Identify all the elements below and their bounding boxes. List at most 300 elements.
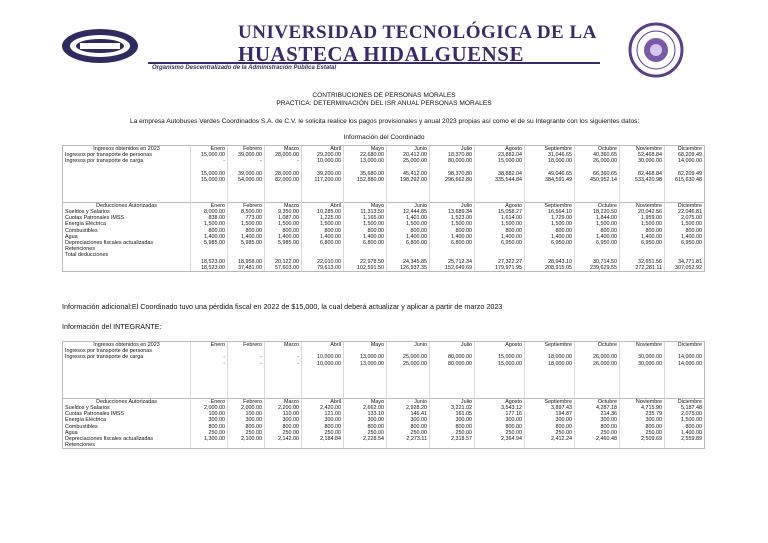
value-cell: 39,200.00	[302, 171, 344, 177]
month-header: Septiembre	[525, 342, 575, 349]
month-header-row	[63, 202, 705, 209]
value-cell: 14,000.00	[665, 158, 705, 164]
empty-cell	[63, 392, 191, 399]
value-cell: 28,943.10	[525, 259, 575, 265]
value-cell: 800.00	[620, 228, 665, 234]
month-header: Octubre	[575, 146, 620, 153]
value-cell	[430, 442, 475, 449]
value-cell: 1,500.00	[387, 221, 430, 227]
value-cell: 6,950.00	[575, 240, 620, 246]
value-cell: -	[191, 158, 228, 164]
month-header: Abril	[302, 398, 344, 405]
value-cell	[228, 442, 265, 449]
value-cell: 250.00	[302, 430, 344, 436]
value-cell: 2,318.57	[430, 436, 475, 442]
income-header: Ingresos obtenidos en 2023	[63, 146, 191, 153]
value-cell: 79,613.00	[302, 265, 344, 272]
value-cell: 13,000.00	[344, 158, 387, 164]
month-header: Febrero	[228, 342, 265, 349]
value-cell: 32,651.56	[620, 259, 665, 265]
deductions-header: Deducciones Autorizadas	[63, 202, 191, 209]
value-cell: 1,400.00	[302, 234, 344, 240]
value-cell: 28,000.00	[265, 171, 302, 177]
empty-cell	[265, 392, 302, 399]
value-cell: 300.00	[344, 417, 387, 423]
value-cell: 1,500.00	[344, 221, 387, 227]
month-header-row	[63, 146, 705, 153]
value-cell: 800.00	[228, 424, 265, 430]
value-cell: -	[191, 361, 228, 367]
deductions-header: Deducciones Autorizadas	[63, 398, 191, 405]
value-cell	[475, 442, 525, 449]
value-cell: 250.00	[430, 430, 475, 436]
value-cell: 1,400.00	[525, 234, 575, 240]
value-cell: 250.00	[525, 430, 575, 436]
value-cell: 9,350.00	[265, 209, 302, 215]
value-cell: 15,000.00	[191, 152, 228, 158]
empty-cell	[575, 196, 620, 203]
row-label: Energía Eléctrica	[63, 417, 191, 423]
value-cell: 1,844.00	[575, 215, 620, 221]
value-cell: 1,500.00	[665, 221, 705, 227]
value-cell	[665, 442, 705, 449]
value-cell: 533,420.98	[620, 177, 665, 183]
value-cell: 15,000.00	[191, 171, 228, 177]
month-header: Marzo	[265, 398, 302, 405]
value-cell: 25,000.00	[387, 354, 430, 360]
empty-cell	[665, 196, 705, 203]
value-cell: 800.00	[387, 424, 430, 430]
value-cell: 615,630.48	[665, 177, 705, 183]
value-cell: 68,209.49	[665, 152, 705, 158]
value-cell: 31,046.65	[525, 152, 575, 158]
value-cell: 800.00	[430, 228, 475, 234]
value-cell: 1,225.00	[302, 215, 344, 221]
value-cell: 12,444.85	[387, 209, 430, 215]
value-cell: 250.00	[575, 430, 620, 436]
value-cell: 6,950.00	[475, 240, 525, 246]
income-header: Ingresos obtenidos en 2023	[63, 342, 191, 349]
value-cell: 22,010.00	[302, 259, 344, 265]
value-cell: 1,400.00	[265, 234, 302, 240]
value-cell: 300.00	[387, 417, 430, 423]
value-cell: 335,544.84	[475, 177, 525, 183]
value-cell: 18,523.00	[191, 259, 228, 265]
month-header: Octubre	[575, 398, 620, 405]
row-label: Sueldos y Salarios	[63, 405, 191, 411]
value-cell: 2,075.00	[665, 215, 705, 221]
value-cell: 22,680.00	[344, 152, 387, 158]
value-cell: 177.16	[475, 411, 525, 417]
value-cell: 3,897.43	[525, 405, 575, 411]
row-label: Ingresos por transporte de carga	[63, 354, 191, 360]
value-cell: 300.00	[228, 417, 265, 423]
intro-text: La empresa Autobuses Verdes Coordinados S.A. de C.V. le solicita realice los pagos provisionales y anual 2023 propias así como el de su Integrante con los siguientes datos:	[130, 118, 640, 125]
value-cell: 11,313.50	[344, 209, 387, 215]
value-cell: 1,500.00	[265, 221, 302, 227]
value-cell: 16,564.10	[525, 209, 575, 215]
value-cell: 1,300.00	[191, 436, 228, 442]
month-header: Marzo	[265, 202, 302, 209]
value-cell: 49,046.65	[525, 171, 575, 177]
month-header: Febrero	[228, 398, 265, 405]
value-cell: 1,500.00	[475, 221, 525, 227]
month-header: Junio	[387, 202, 430, 209]
value-cell: 272,281.11	[620, 265, 665, 272]
value-cell: 30,714.50	[575, 259, 620, 265]
empty-cell	[575, 392, 620, 399]
month-header: Junio	[387, 342, 430, 349]
value-cell: 800.00	[344, 424, 387, 430]
value-cell: 5,187.48	[665, 405, 705, 411]
month-header: Abril	[302, 342, 344, 349]
value-cell: 384,591.49	[525, 177, 575, 183]
value-cell: 24,345.85	[387, 259, 430, 265]
value-cell: 27,322.27	[475, 259, 525, 265]
value-cell: -	[228, 354, 265, 360]
value-cell	[525, 442, 575, 449]
value-cell: 152,880.00	[344, 177, 387, 183]
value-cell: 15,000.00	[475, 158, 525, 164]
value-cell: 1,400.00	[228, 234, 265, 240]
value-cell: 40,360.65	[575, 152, 620, 158]
value-cell: 4,715.90	[620, 405, 665, 411]
value-cell: 2,420.00	[302, 405, 344, 411]
value-cell: 6,950.00	[620, 240, 665, 246]
value-cell: 15,000.00	[191, 177, 228, 183]
value-cell: 38,882.04	[475, 171, 525, 177]
month-header: Agosto	[475, 398, 525, 405]
month-header: Abril	[302, 146, 344, 153]
value-cell: 161.05	[430, 411, 475, 417]
value-cell: 2,662.00	[344, 405, 387, 411]
value-cell: 1,729.00	[525, 215, 575, 221]
spacer-row	[63, 196, 705, 203]
university-name-line2: HUASTECA HIDALGUENSE	[238, 42, 524, 66]
value-cell: 235.79	[620, 411, 665, 417]
value-cell: 6,800.00	[430, 240, 475, 246]
month-header: Junio	[387, 398, 430, 405]
month-header: Noviembre	[620, 398, 665, 405]
value-cell: 838.00	[191, 215, 228, 221]
value-cell: 6,800.00	[344, 240, 387, 246]
value-cell: 800.00	[475, 228, 525, 234]
value-cell: 1,959.00	[620, 215, 665, 221]
value-cell	[344, 442, 387, 449]
value-cell: 13,689.34	[430, 209, 475, 215]
value-cell: 1,500.00	[665, 417, 705, 423]
value-cell: 208,915.05	[525, 265, 575, 272]
month-header: Mayo	[344, 202, 387, 209]
value-cell: 20,122.00	[265, 259, 302, 265]
row-label: Agua	[63, 234, 191, 240]
value-cell: 1,400.00	[620, 234, 665, 240]
value-cell: 100.00	[228, 411, 265, 417]
value-cell: 152,649.69	[430, 265, 475, 272]
value-cell: 773.00	[228, 215, 265, 221]
value-cell: 18,220.50	[575, 209, 620, 215]
integrante-table	[62, 341, 705, 449]
value-cell: 1,500.00	[228, 221, 265, 227]
value-cell: 300.00	[620, 417, 665, 423]
value-cell: 239,629.55	[575, 265, 620, 272]
value-cell: 29,200.00	[302, 152, 344, 158]
value-cell: 10,000.00	[302, 354, 344, 360]
value-cell: 2,142.00	[265, 436, 302, 442]
value-cell: 10,000.00	[302, 361, 344, 367]
empty-cell	[387, 196, 430, 203]
value-cell: 1,400.00	[191, 234, 228, 240]
coordinado-table	[62, 145, 705, 272]
value-cell: 15,000.00	[475, 354, 525, 360]
value-cell: 800.00	[387, 228, 430, 234]
row-label: Energía Eléctrica	[63, 221, 191, 227]
value-cell: 2,184.84	[302, 436, 344, 442]
month-header-row	[63, 398, 705, 405]
value-cell: 2,273.11	[387, 436, 430, 442]
value-cell: 39,000.00	[228, 171, 265, 177]
month-header: Febrero	[228, 202, 265, 209]
row-label: Cuotas Patronales IMSS	[63, 411, 191, 417]
row-label: Retenciones	[63, 442, 191, 449]
value-cell: 3,221.02	[430, 405, 475, 411]
value-cell: 1,500.00	[302, 221, 344, 227]
value-cell: 37,481.00	[228, 265, 265, 272]
month-header: Mayo	[344, 342, 387, 349]
month-header: Noviembre	[620, 146, 665, 153]
value-cell: 800.00	[191, 424, 228, 430]
value-cell: 1,523.00	[430, 215, 475, 221]
value-cell: 800.00	[191, 228, 228, 234]
empty-cell	[63, 196, 191, 203]
value-cell: 20,412.00	[387, 152, 430, 158]
empty-cell	[344, 196, 387, 203]
value-cell: 1,087.00	[265, 215, 302, 221]
value-cell: 8,500.00	[228, 209, 265, 215]
value-cell: 2,000.00	[191, 405, 228, 411]
value-cell: 2,509.69	[620, 436, 665, 442]
empty-cell	[302, 196, 344, 203]
month-header: Enero	[191, 202, 228, 209]
value-cell: 300.00	[575, 417, 620, 423]
value-cell: 15,000.00	[475, 361, 525, 367]
value-cell: 2,075.00	[665, 411, 705, 417]
value-cell: 1,400.00	[387, 234, 430, 240]
value-cell: 1,500.00	[620, 221, 665, 227]
month-header: Enero	[191, 398, 228, 405]
value-cell: 6,800.00	[302, 240, 344, 246]
value-cell	[575, 442, 620, 449]
row-label: Combustibles	[63, 228, 191, 234]
month-header: Octubre	[575, 342, 620, 349]
value-cell: 800.00	[620, 424, 665, 430]
value-cell: 82,000.00	[265, 177, 302, 183]
value-cell: 30,000.00	[620, 354, 665, 360]
value-cell: 800.00	[265, 424, 302, 430]
month-header: Mayo	[344, 146, 387, 153]
row-label	[63, 265, 191, 272]
value-cell: 6,950.00	[665, 240, 705, 246]
value-cell: 1,400.00	[430, 234, 475, 240]
value-cell: 214.36	[575, 411, 620, 417]
value-cell: 800.00	[302, 228, 344, 234]
value-cell: 800.00	[665, 228, 705, 234]
value-cell: 117,200.00	[302, 177, 344, 183]
value-cell: 800.00	[228, 228, 265, 234]
value-cell: 800.00	[302, 424, 344, 430]
hidalgo-seal-icon	[628, 22, 684, 78]
value-cell: 2,928.20	[387, 405, 430, 411]
value-cell: 1,165.00	[344, 215, 387, 221]
value-cell: 13,000.00	[344, 354, 387, 360]
row-label: Sueldos y Salarios	[63, 209, 191, 215]
month-header: Julio	[430, 398, 475, 405]
value-cell: -	[228, 361, 265, 367]
value-cell: -	[228, 158, 265, 164]
university-header	[60, 20, 700, 78]
value-cell: 1,500.00	[430, 221, 475, 227]
spacer-row	[63, 392, 705, 399]
month-header: Diciembre	[665, 202, 705, 209]
value-cell: 10,285.00	[302, 209, 344, 215]
empty-cell	[387, 392, 430, 399]
row-label: Combustibles	[63, 424, 191, 430]
table-row	[63, 265, 705, 272]
university-subtitle: Organismo Descentralizado de la Administración Pública Estatal	[152, 65, 337, 71]
value-cell	[387, 442, 430, 449]
value-cell: 5,985.00	[191, 240, 228, 246]
document-title-line1: CONTRIBUCIONES DE PERSONAS MORALES	[312, 92, 456, 99]
row-label: Retenciones	[63, 246, 191, 252]
month-header: Noviembre	[620, 202, 665, 209]
value-cell: 800.00	[525, 424, 575, 430]
empty-cell	[191, 392, 228, 399]
value-cell: 146.41	[387, 411, 430, 417]
value-cell: 5,985.00	[265, 240, 302, 246]
value-cell: 300.00	[265, 417, 302, 423]
value-cell: 14,000.00	[665, 361, 705, 367]
value-cell: 6,800.00	[387, 240, 430, 246]
value-cell: 10,000.00	[302, 158, 344, 164]
value-cell: 800.00	[475, 424, 525, 430]
value-cell: 450,952.14	[575, 177, 620, 183]
month-header: Septiembre	[525, 398, 575, 405]
empty-cell	[475, 392, 525, 399]
empty-cell	[191, 196, 228, 203]
value-cell: 98,370.80	[430, 171, 475, 177]
month-header: Julio	[430, 202, 475, 209]
value-cell: 2,412.24	[525, 436, 575, 442]
month-header: Abril	[302, 202, 344, 209]
uthh-logo-icon	[60, 26, 140, 66]
value-cell: 8,000.00	[191, 209, 228, 215]
value-cell: 250.00	[265, 430, 302, 436]
value-cell: 1,400.00	[575, 234, 620, 240]
month-header: Agosto	[475, 342, 525, 349]
empty-cell	[228, 392, 265, 399]
value-cell: 57,603.00	[265, 265, 302, 272]
value-cell: 1,500.00	[575, 221, 620, 227]
value-cell: 2,100.00	[228, 436, 265, 442]
value-cell	[620, 442, 665, 449]
empty-cell	[475, 196, 525, 203]
value-cell: 2,200.00	[265, 405, 302, 411]
empty-cell	[228, 196, 265, 203]
value-cell: 300.00	[191, 417, 228, 423]
value-cell: 300.00	[430, 417, 475, 423]
month-header: Agosto	[475, 146, 525, 153]
document-title-line2: PRACTICA: DETERMINACIÓN DEL ISR ANUAL PERSONAS MORALES	[276, 100, 492, 107]
month-header: Junio	[387, 146, 430, 153]
empty-cell	[620, 392, 665, 399]
value-cell: 250.00	[228, 430, 265, 436]
value-cell: 15,058.27	[475, 209, 525, 215]
value-cell: 39,000.00	[228, 152, 265, 158]
month-header-row	[63, 342, 705, 349]
value-cell: 26,000.00	[575, 361, 620, 367]
value-cell: 5,985.00	[228, 240, 265, 246]
value-cell: 102,591.50	[344, 265, 387, 272]
value-cell: 1,400.00	[665, 234, 705, 240]
value-cell: 34,771.81	[665, 259, 705, 265]
value-cell: 800.00	[430, 424, 475, 430]
value-cell: 194.87	[525, 411, 575, 417]
value-cell: -	[191, 354, 228, 360]
value-cell: 250.00	[344, 430, 387, 436]
empty-cell	[265, 196, 302, 203]
value-cell: 18,000.00	[525, 158, 575, 164]
value-cell: 296,662.80	[430, 177, 475, 183]
value-cell: 66,360.65	[575, 171, 620, 177]
empty-cell	[525, 392, 575, 399]
value-cell: 25,000.00	[387, 158, 430, 164]
value-cell: 22,978.50	[344, 259, 387, 265]
value-cell: 100.00	[191, 411, 228, 417]
value-cell: 20,042.56	[620, 209, 665, 215]
month-header: Julio	[430, 342, 475, 349]
value-cell: -	[265, 354, 302, 360]
month-header: Febrero	[228, 146, 265, 153]
value-cell	[191, 442, 228, 449]
month-header: Julio	[430, 146, 475, 153]
month-header: Marzo	[265, 146, 302, 153]
value-cell: 54,000.00	[228, 177, 265, 183]
value-cell: 2,364.94	[475, 436, 525, 442]
value-cell: 800.00	[344, 228, 387, 234]
row-label: Depreciaciones fiscales actualizadas	[63, 436, 191, 442]
value-cell: 1,500.00	[191, 221, 228, 227]
info-adicional: Información adicional:El Coordinado tuvo una pérdida fiscal en 2022 de $15,000, la cual deberá actualizar y aplicar a partir de marzo 2023	[62, 302, 503, 311]
value-cell	[265, 442, 302, 449]
empty-cell	[302, 392, 344, 399]
university-name-line1: UNIVERSIDAD TECNOLÓGICA DE LA	[238, 22, 597, 43]
month-header: Diciembre	[665, 342, 705, 349]
value-cell: 3,543.12	[475, 405, 525, 411]
value-cell: 2,000.00	[228, 405, 265, 411]
value-cell: 250.00	[387, 430, 430, 436]
table-row	[63, 442, 705, 449]
value-cell: 2,559.89	[665, 436, 705, 442]
value-cell: 80,000.00	[430, 354, 475, 360]
value-cell: -	[265, 158, 302, 164]
month-header: Diciembre	[665, 146, 705, 153]
value-cell: 1,614.00	[475, 215, 525, 221]
value-cell: 13,000.00	[344, 361, 387, 367]
value-cell: 1,400.00	[475, 234, 525, 240]
empty-cell	[430, 196, 475, 203]
value-cell: 80,000.00	[430, 361, 475, 367]
value-cell: 2,460.48	[575, 436, 620, 442]
